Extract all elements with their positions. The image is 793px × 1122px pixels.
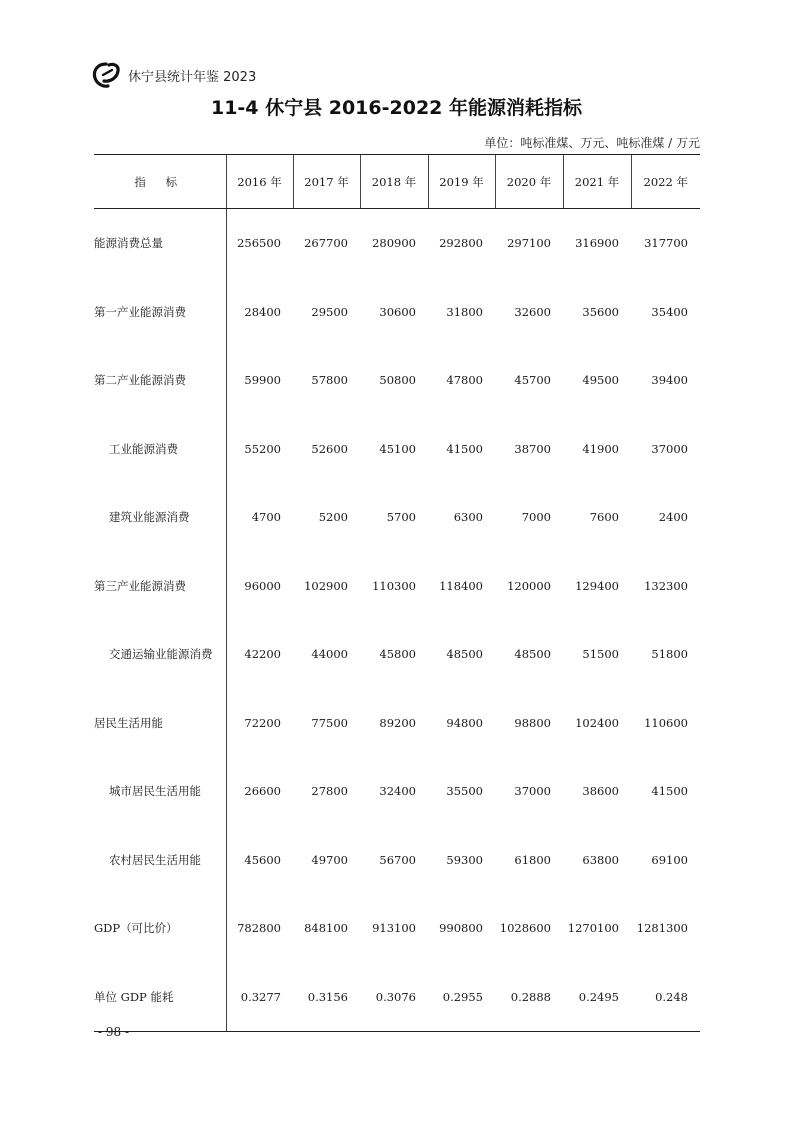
table-cell: 28400: [226, 278, 293, 347]
table-cell: 0.2888: [495, 963, 563, 1032]
row-label: 第二产业能源消费: [94, 373, 186, 388]
table-cell: 48500: [514, 647, 551, 662]
table-cell: 51800: [651, 647, 688, 662]
row-label: 居民生活用能: [94, 715, 163, 730]
table-cell: 280900: [372, 236, 416, 251]
page-title: 11-4 休宁县 2016-2022 年能源消耗指标: [210, 97, 583, 119]
table-cell: 31800: [446, 304, 483, 319]
table-cell: 61800: [514, 852, 551, 867]
table-cell: 110600: [644, 715, 688, 730]
table-cell: 45100: [379, 441, 416, 456]
table-cell: 0.2955: [428, 963, 495, 1032]
row-label: 建筑业能源消费: [109, 510, 190, 525]
table-cell: 41900: [582, 441, 619, 456]
table-cell: 48500: [446, 647, 483, 662]
table-cell: 316900: [575, 236, 619, 251]
column-header-year: 2022 年: [631, 155, 700, 209]
table-cell: 0.2495: [563, 963, 631, 1032]
table-row: [94, 415, 700, 484]
table-row: [94, 757, 700, 826]
table-cell: 45700: [514, 373, 551, 388]
page-number: - 98 -: [98, 1025, 130, 1039]
table-cell: 49700: [311, 852, 348, 867]
table-row: [94, 346, 700, 415]
table-cell: 4700: [226, 483, 293, 552]
table-cell: 913100: [372, 921, 416, 936]
table-cell: 35400: [651, 304, 688, 319]
table-row: [94, 552, 700, 621]
table-row: [94, 689, 700, 758]
unit-note: 单位：吨标准煤、万元、吨标准煤 / 万元: [484, 136, 700, 150]
table-cell: 292800: [439, 236, 483, 251]
table-row: [94, 483, 700, 552]
yearbook-header: [92, 60, 256, 90]
table-cell: 129400: [575, 578, 619, 593]
table-cell: 26600: [226, 757, 293, 826]
table-row: [94, 826, 700, 895]
row-label: 农村居民生活用能: [109, 852, 201, 867]
table-cell: 0.248: [631, 963, 700, 1032]
table-cell: 0.3076: [360, 963, 428, 1032]
table-cell: 35500: [446, 784, 483, 799]
table-cell: 72200: [226, 689, 293, 758]
table-cell: 0.3156: [293, 963, 360, 1032]
table-cell: 52600: [311, 441, 348, 456]
row-label: 能源消费总量: [94, 236, 163, 251]
table-cell: 110300: [372, 578, 416, 593]
yearbook-title: 休宁县统计年鉴 2023: [128, 69, 257, 85]
table-cell: 848100: [304, 921, 348, 936]
table-cell: 44000: [311, 647, 348, 662]
table-cell: 132300: [644, 578, 688, 593]
table-cell: 35600: [582, 304, 619, 319]
table-cell: 297100: [507, 236, 551, 251]
table-cell: 42200: [226, 620, 293, 689]
table-row: [94, 278, 700, 347]
energy-table: [94, 154, 700, 1032]
table-cell: 51500: [582, 647, 619, 662]
table-cell: 1281300: [636, 921, 688, 936]
table-cell: 38700: [514, 441, 551, 456]
table-cell: 7000: [521, 510, 551, 525]
table-row: [94, 620, 700, 689]
table-cell: 89200: [379, 715, 416, 730]
table-cell: 59900: [226, 346, 293, 415]
table-cell: 267700: [304, 236, 348, 251]
table-cell: 102900: [304, 578, 348, 593]
table-cell: 38600: [582, 784, 619, 799]
table-cell: 256500: [226, 209, 293, 278]
table-cell: 782800: [226, 894, 293, 963]
table-cell: 1028600: [499, 921, 551, 936]
table-cell: 6300: [453, 510, 483, 525]
table-cell: 98800: [514, 715, 551, 730]
table-cell: 30600: [379, 304, 416, 319]
column-header-year: 2021 年: [563, 155, 631, 209]
table-cell: 96000: [226, 552, 293, 621]
table-cell: 29500: [311, 304, 348, 319]
row-label: 交通运输业能源消费: [109, 647, 213, 662]
table-cell: 45600: [226, 826, 293, 895]
row-label: 工业能源消费: [109, 441, 178, 456]
table-cell: 57800: [311, 373, 348, 388]
table-cell: 49500: [582, 373, 619, 388]
table-cell: 120000: [507, 578, 551, 593]
row-label: 第一产业能源消费: [94, 304, 186, 319]
table-cell: 55200: [226, 415, 293, 484]
table-cell: 32400: [379, 784, 416, 799]
table-cell: 63800: [582, 852, 619, 867]
table-cell: 990800: [439, 921, 483, 936]
table-cell: 39400: [651, 373, 688, 388]
table-cell: 0.3277: [226, 963, 293, 1032]
table-cell: 317700: [644, 236, 688, 251]
table-cell: 59300: [446, 852, 483, 867]
table-cell: 1270100: [567, 921, 619, 936]
row-label: 第三产业能源消费: [94, 578, 186, 593]
table-cell: 41500: [651, 784, 688, 799]
table-cell: 37000: [514, 784, 551, 799]
column-header-year: 2019 年: [428, 155, 495, 209]
table-cell: 102400: [575, 715, 619, 730]
table-cell: 5200: [318, 510, 348, 525]
row-label: 单位 GDP 能耗: [94, 963, 226, 1032]
row-label: GDP（可比价）: [94, 921, 178, 936]
column-header-year: 2018 年: [360, 155, 428, 209]
table-cell: 41500: [446, 441, 483, 456]
column-header-indicator: 指 标: [94, 155, 226, 209]
table-row: [94, 209, 700, 278]
table-cell: 37000: [651, 441, 688, 456]
table-cell: 5700: [386, 510, 416, 525]
table-cell: 50800: [379, 373, 416, 388]
table-cell: 77500: [311, 715, 348, 730]
table-cell: 7600: [589, 510, 619, 525]
table-row: [94, 894, 700, 963]
yearbook-logo-icon: [92, 61, 122, 89]
table-cell: 118400: [439, 578, 483, 593]
table-cell: 45800: [379, 647, 416, 662]
table-cell: 94800: [446, 715, 483, 730]
column-header-year: 2017 年: [293, 155, 360, 209]
column-header-year: 2016 年: [226, 155, 293, 209]
table-cell: 32600: [514, 304, 551, 319]
table-row: [94, 963, 700, 1032]
table-cell: 56700: [379, 852, 416, 867]
table-cell: 2400: [658, 510, 688, 525]
table-cell: 47800: [446, 373, 483, 388]
table-cell: 27800: [311, 784, 348, 799]
table-header-row: [94, 155, 700, 209]
column-header-year: 2020 年: [495, 155, 563, 209]
table-cell: 69100: [651, 852, 688, 867]
row-label: 城市居民生活用能: [109, 784, 201, 799]
